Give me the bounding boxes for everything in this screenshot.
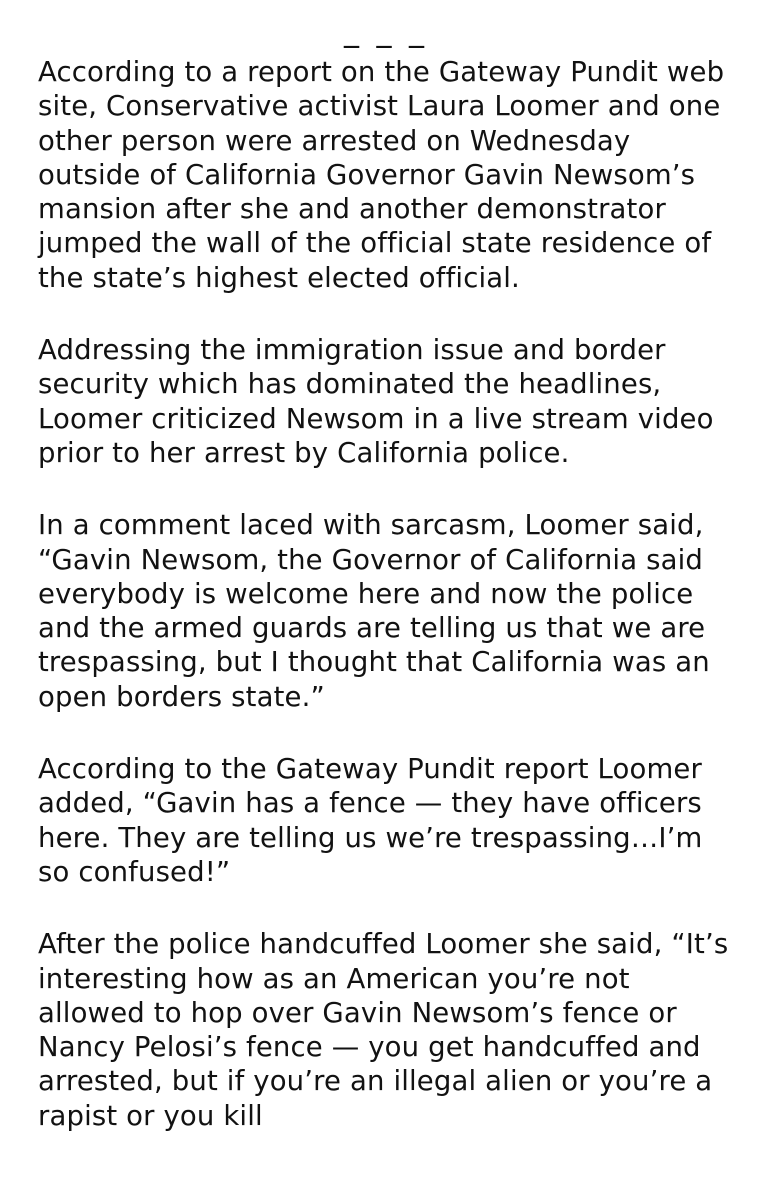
paragraph-2: Addressing the immigration issue and border security which has dominated the headlines, Loomer criticized Newsom in a live stream video prior to her arrest by California police.: [38, 334, 714, 469]
section-divider: _ _ _: [343, 14, 429, 49]
paragraph-1: According to a report on the Gateway Pundit web site, Conservative activist Laura Loomer and one other person were arrested on Wednesday outside of California Governor Gavin Newsom’s mansion after she and another demonstrator jumped the wall of the official state residence of the state’s highest elected official.: [38, 56, 725, 294]
paragraph-3: In a comment laced with sarcasm, Loomer said, “Gavin Newsom, the Governor of California said everybody is welcome here and now the police and the armed guards are telling us that we are trespassing, but I thought that California was an open borders state.”: [38, 509, 710, 713]
article-body: [38, 55, 738, 1171]
paragraph-4: According to the Gateway Pundit report Loomer added, “Gavin has a fence — they have officers here. They are telling us we’re trespassing…I’m so confused!”: [38, 753, 703, 888]
paragraph-5: After the police handcuffed Loomer she said, “It’s interesting how as an American you’re not allowed to hop over Gavin Newsom’s fence or Nancy Pelosi’s fence — you get handcuffed and arrested, but if you’re an illegal alien or you’re a rapist or you kill: [38, 928, 729, 1132]
